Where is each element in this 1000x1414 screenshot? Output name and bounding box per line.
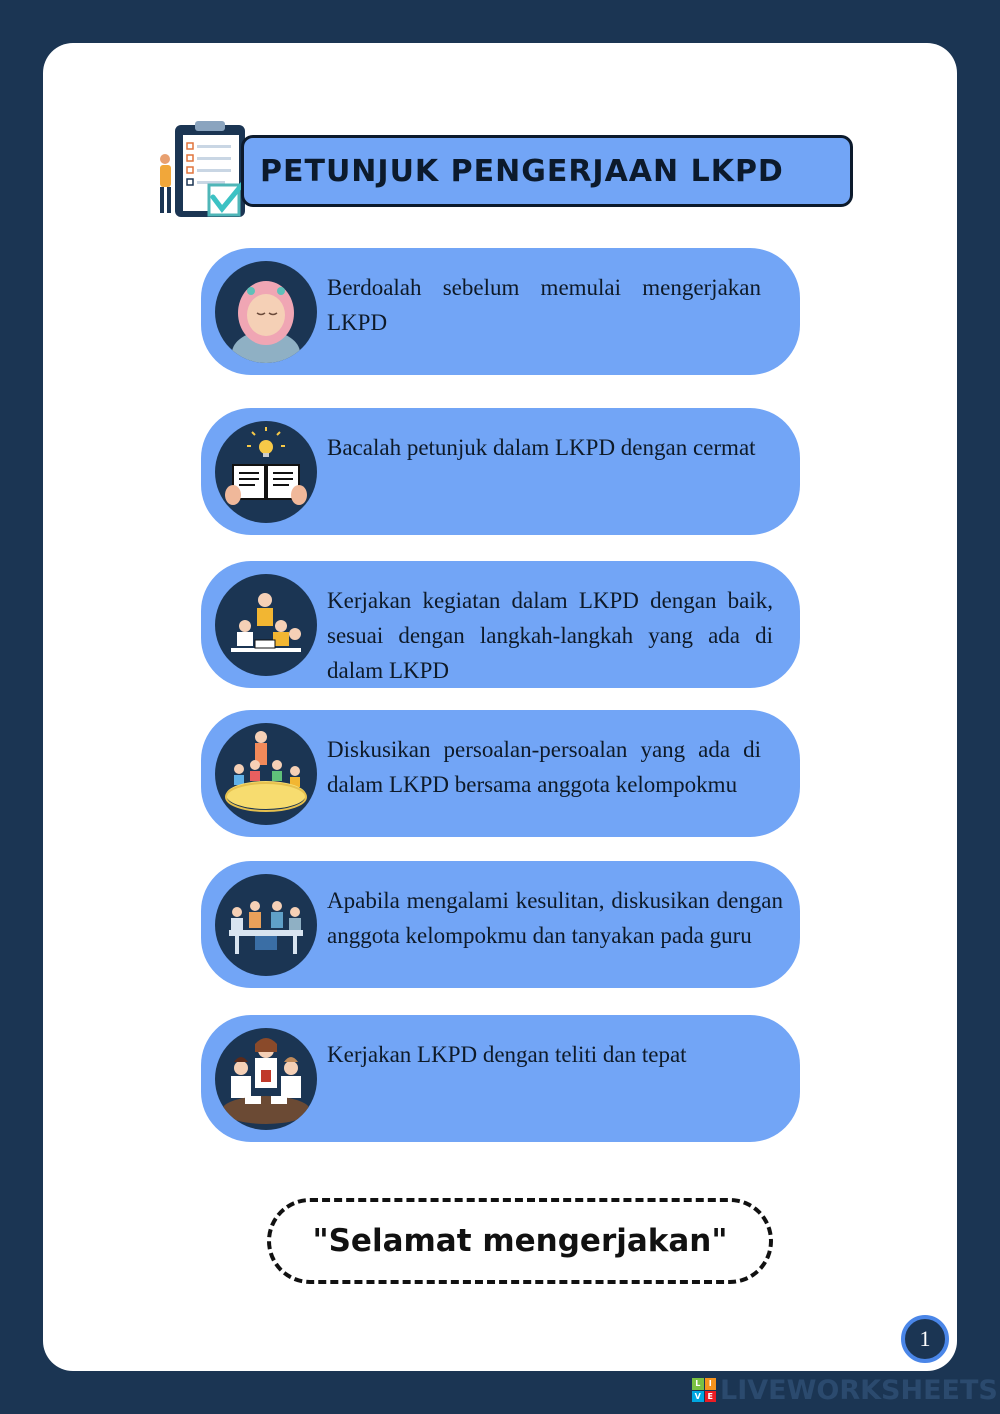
group-meeting-icon	[215, 874, 317, 976]
closing-message-box	[267, 1198, 773, 1284]
instruction-card-read	[201, 408, 800, 535]
instruction-text: Apabila mengalami kesulitan, diskusikan dengan anggota kelompokmu dan tanyakan pada guru	[327, 888, 783, 948]
students-working-icon	[215, 574, 317, 676]
students-studying-icon	[215, 1028, 317, 1130]
instruction-card-work	[201, 561, 800, 688]
instruction-text: Kerjakan LKPD dengan teliti dan tepat	[327, 1042, 687, 1067]
page-number-badge: 1	[901, 1315, 949, 1363]
instruction-card-ask	[201, 861, 800, 988]
instruction-text: Berdoalah sebelum memulai mengerjakan LKPD	[327, 275, 761, 335]
reading-book-idea-icon	[215, 421, 317, 523]
worksheet-page	[43, 43, 957, 1371]
title-banner	[241, 135, 853, 207]
instruction-text: Diskusikan persoalan-persoalan yang ada di dalam LKPD bersama anggota kelompokmu	[327, 737, 761, 797]
praying-girl-icon	[215, 261, 317, 363]
page-title: PETUNJUK PENGERJAAN LKPD	[260, 153, 784, 189]
instruction-card-pray	[201, 248, 800, 375]
closing-message: "Selamat mengerjakan"	[312, 1223, 728, 1259]
liveworksheets-watermark	[692, 1374, 998, 1406]
liveworksheets-logo-icon: L I V E	[692, 1378, 716, 1402]
brand-name: LIVEWORKSHEETS	[720, 1374, 998, 1406]
instruction-card-careful	[201, 1015, 800, 1142]
instruction-card-discuss	[201, 710, 800, 837]
instruction-text: Kerjakan kegiatan dalam LKPD dengan baik, sesuai dengan langkah-langkah yang ada di dalam LKPD	[327, 588, 773, 683]
instruction-text: Bacalah petunjuk dalam LKPD dengan cermat	[327, 435, 756, 460]
group-table-discussion-icon	[215, 723, 317, 825]
